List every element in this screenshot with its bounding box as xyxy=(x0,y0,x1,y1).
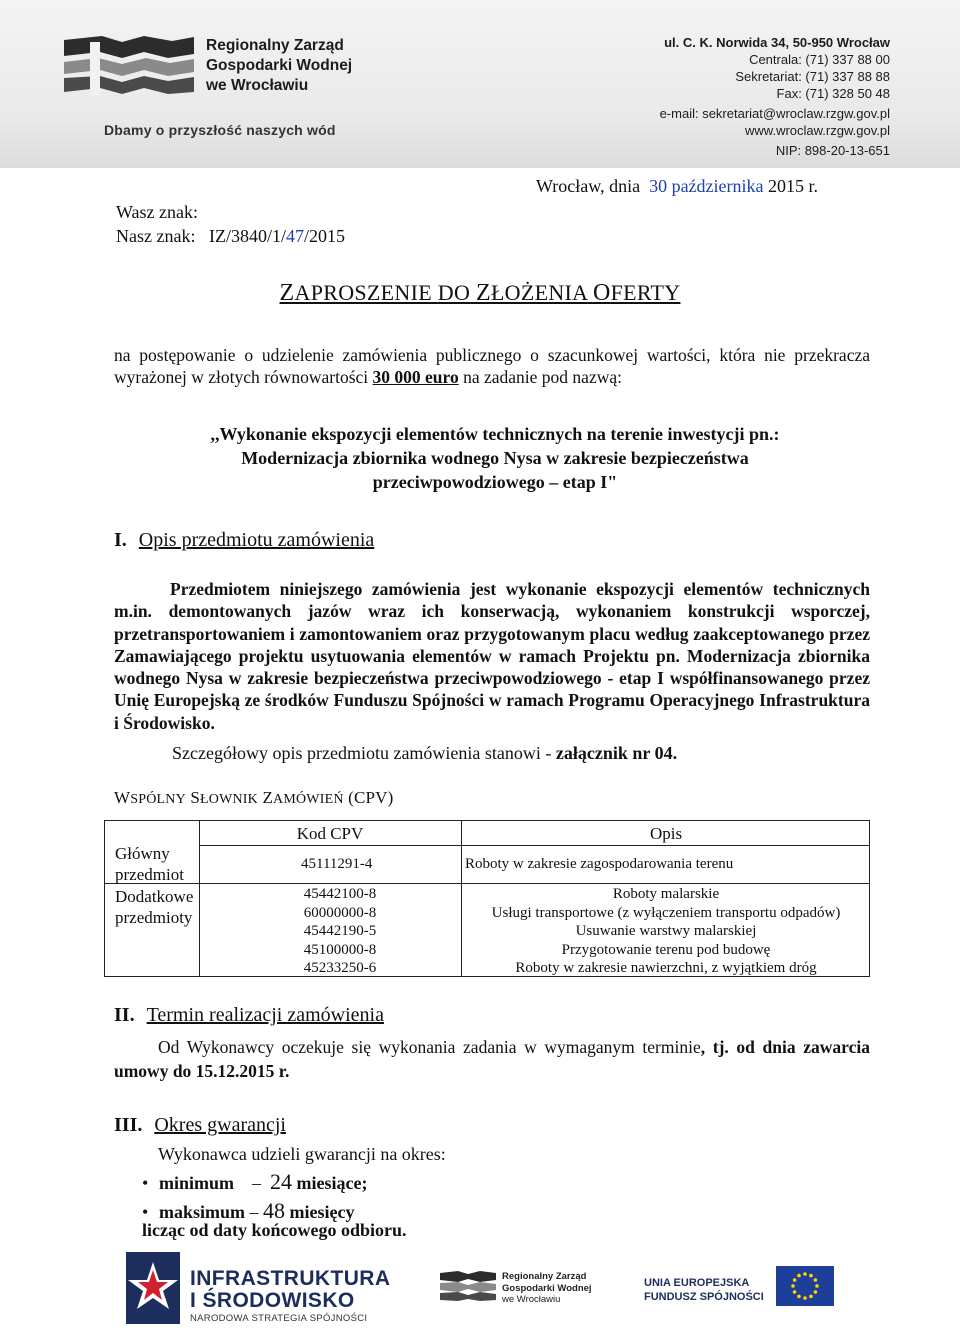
intro-paragraph xyxy=(114,344,870,388)
cpv-code: 45442190-5 xyxy=(303,923,377,940)
date-value: 30 października xyxy=(649,176,764,196)
task-name xyxy=(130,422,860,494)
section-2-heading xyxy=(114,1004,384,1027)
cpv-heading-word: (CPV) xyxy=(348,788,394,807)
cpv-desc: Usługi transportowe (z wyłączeniem transportu odpadów) xyxy=(491,904,841,921)
cpv-heading-cap: W xyxy=(114,788,131,807)
organization-name xyxy=(206,36,352,96)
logo-text: FUNDUSZ SPÓJNOŚCI xyxy=(644,1291,764,1303)
cpv-code: 45442100-8 xyxy=(303,886,377,902)
eu-logo-text xyxy=(644,1276,764,1304)
section-heading-text: Termin realizacji zamówienia xyxy=(146,1004,384,1026)
warranty-min-value: 24 xyxy=(270,1169,293,1194)
eu-flag-icon xyxy=(776,1266,834,1306)
threshold-amount: 30 000 euro xyxy=(372,367,459,387)
warranty-max-label: maksimum xyxy=(159,1202,246,1222)
main-cpv-desc: Roboty w zakresie zagospodarowania terenu xyxy=(465,856,734,872)
letterhead xyxy=(0,0,960,168)
our-reference-part: /2015 xyxy=(303,226,345,246)
phone-sekretariat: Sekretariat: (71) 337 88 88 xyxy=(735,69,890,84)
rzgw-logo xyxy=(64,32,194,104)
section-3-heading xyxy=(114,1114,286,1137)
nip: NIP: 898-20-13-651 xyxy=(775,143,890,158)
intro-text: na postępowanie o udzielenie zamówienia publicznego o szacunkowej wartości, która nie przekracza wyrażonej w złotych równowartości xyxy=(114,345,870,387)
table-divider xyxy=(199,845,869,846)
warranty-list xyxy=(142,1168,367,1226)
logo-text: Gospodarki Wodnej xyxy=(502,1282,592,1294)
warranty-min-unit: miesiące; xyxy=(296,1173,368,1193)
rzgw-footer-text xyxy=(502,1271,592,1306)
cpv-table xyxy=(104,820,870,977)
website: www.wroclaw.rzgw.gov.pl xyxy=(745,123,890,138)
title-cap: Z xyxy=(475,280,491,306)
rzgw-footer-logo xyxy=(440,1270,496,1302)
intro-text: na zadanie pod nazwą: xyxy=(463,367,622,387)
phone-centrala: Centrala: (71) 337 88 00 xyxy=(749,52,890,67)
additional-cpv-codes xyxy=(265,885,415,978)
our-reference-label: Nasz znak: xyxy=(116,226,196,246)
label-line: przedmioty xyxy=(115,908,193,927)
section-2-text: Od Wykonawcy oczekuje się wykonania zadania w wymaganym terminie xyxy=(158,1037,701,1057)
title-word: DO xyxy=(437,280,471,305)
table-divider xyxy=(105,883,869,884)
org-line: Gospodarki Wodnej xyxy=(206,57,353,74)
section-1-heading xyxy=(114,529,374,552)
cpv-heading-word: AMÓWIEŃ xyxy=(273,792,344,807)
attachment-ref: załącznik nr 04. xyxy=(555,743,678,763)
address: ul. C. K. Norwida 34, 50-950 Wrocław xyxy=(664,35,890,50)
cpv-heading-word: SPÓLNY xyxy=(130,792,186,807)
date-line xyxy=(536,176,818,197)
our-reference-part: IZ/3840/1/ xyxy=(208,226,286,246)
title-word: ŁOŻENIA xyxy=(490,280,588,305)
main-cpv-code: 45111291-4 xyxy=(301,856,373,872)
logo-text: UNIA EUROPEJSKA xyxy=(644,1277,750,1289)
task-line: przeciwpowodziowego – etap I" xyxy=(372,472,618,492)
cpv-heading-word: ŁOWNIK xyxy=(200,792,258,807)
bullet-icon: • xyxy=(142,1202,149,1222)
section-2-text-bold: zawarcia umowy do 15.12.2015 r. xyxy=(114,1037,870,1081)
section-heading-text: Okres gwarancji xyxy=(154,1114,286,1136)
cpv-desc: Przygotowanie terenu pod budowę xyxy=(561,941,771,958)
logo-text: we Wrocławiu xyxy=(502,1294,561,1305)
cpv-code: 60000000-8 xyxy=(303,904,377,921)
email: e-mail: sekretariat@wroclaw.rzgw.gov.pl xyxy=(659,106,890,121)
document-title xyxy=(0,280,960,307)
cpv-heading-cap: Z xyxy=(262,788,274,807)
infrastruktura-logo-text xyxy=(190,1268,390,1326)
logo-text: INFRASTRUKTURA xyxy=(190,1267,391,1290)
col-header-desc: Opis xyxy=(649,824,683,843)
section-numeral: III. xyxy=(114,1114,143,1136)
cpv-desc: Roboty w zakresie nawierzchni, z wyjątkiem dróg xyxy=(515,960,817,977)
cpv-heading-cap: S xyxy=(190,788,201,807)
label-line: Główny xyxy=(115,844,170,863)
list-item xyxy=(142,1168,367,1197)
dash: – xyxy=(249,1202,259,1222)
attachment-text: Szczegółowy opis przedmiotu zamówienia stanowi - xyxy=(172,743,552,763)
title-word: APROSZENIE xyxy=(294,280,432,305)
our-reference xyxy=(116,224,345,248)
org-line: we Wrocławiu xyxy=(206,77,309,94)
section-1-text: Przedmiotem niniejszego zamówienia jest wykonanie ekspozycji elementów technicznych m.in. demontowanych jazów wraz ich konserwacją, wykonaniem konstrukcji wsporczej, przetransportowaniem i zamontowaniem oraz przygotowanym placu według zaakceptowanego przez Zamawiającego projektu usytuowania elementów w ramach Projektu pn. Modernizacja zbiornika wodnego Nysa w zakresie bezpieczeństwa przeciwpowodziowego - etap I współfinansowanego przez Unię Europejską ze środków Funduszu Spójności w ramach Programu Operacyjnego Infrastruktura i Środowisko. xyxy=(114,579,870,733)
task-line: ,,Wykonanie ekspozycji elementów technicznych na terenie inwestycji pn.: xyxy=(210,424,780,444)
task-line: Modernizacja zbiornika wodnego Nysa w zakresie bezpieczeństwa xyxy=(241,448,749,468)
section-2-text-bold: , tj. od dnia xyxy=(700,1037,796,1057)
our-reference-part: 47 xyxy=(285,226,304,246)
cpv-desc: Usuwanie warstwy malarskiej xyxy=(575,923,757,940)
footer-logos xyxy=(0,1246,960,1333)
warranty-closing: licząc od daty końcowego odbioru. xyxy=(142,1220,407,1240)
title-cap: Z xyxy=(279,280,295,306)
cpv-heading xyxy=(114,788,394,808)
date-prefix: Wrocław, dnia xyxy=(536,176,641,196)
logo-text: Regionalny Zarząd xyxy=(502,1271,587,1282)
cpv-desc: Roboty malarskie xyxy=(612,886,720,902)
additional-subjects-label xyxy=(115,886,193,928)
infrastruktura-star-icon xyxy=(118,1248,188,1328)
logo-text: NARODOWA STRATEGIA SPÓJNOŚCI xyxy=(190,1313,368,1324)
section-numeral: II. xyxy=(114,1004,135,1026)
warranty-max-unit: miesięcy xyxy=(289,1202,355,1222)
cpv-code: 45233250-6 xyxy=(303,960,377,977)
title-cap: O xyxy=(592,280,611,306)
contact-block xyxy=(660,34,890,159)
attachment-note xyxy=(172,743,677,764)
cpv-code: 45100000-8 xyxy=(303,941,377,958)
section-numeral: I. xyxy=(114,529,127,551)
warranty-intro: Wykonawca udzieli gwarancji na okres: xyxy=(158,1144,446,1164)
dash: – xyxy=(252,1173,262,1193)
title-word: FERTY xyxy=(610,280,681,305)
section-heading-text: Opis przedmiotu zamówienia xyxy=(138,529,375,551)
logo-text: I ŚRODOWISKO xyxy=(190,1289,355,1312)
main-subject-label xyxy=(115,843,184,885)
warranty-min-label: minimum xyxy=(159,1173,235,1193)
section-2-body xyxy=(114,1035,870,1083)
label-line: przedmiot xyxy=(115,865,184,884)
additional-cpv-descs xyxy=(461,885,871,978)
date-suffix: 2015 r. xyxy=(768,176,819,196)
org-line: Regionalny Zarząd xyxy=(206,37,344,54)
label-line: Dodatkowe xyxy=(115,887,194,906)
your-reference: Wasz znak: xyxy=(116,202,199,222)
reference-signs xyxy=(116,200,345,248)
section-1-body xyxy=(114,578,870,734)
bullet-icon: • xyxy=(142,1173,149,1193)
warranty-max-value: 48 xyxy=(263,1198,286,1223)
col-header-code: Kod CPV xyxy=(296,824,364,843)
motto: Dbamy o przyszłość naszych wód xyxy=(104,122,336,138)
fax: Fax: (71) 328 50 48 xyxy=(776,86,890,101)
